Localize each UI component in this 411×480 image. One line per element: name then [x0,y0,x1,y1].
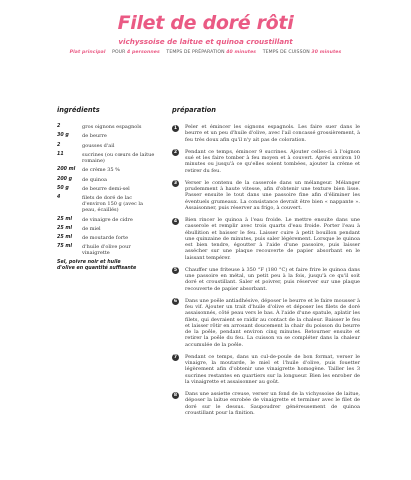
step-number-badge: 7 [173,355,178,361]
ingredient-text: sucrines (ou cœurs de laitue romaine) [82,151,155,164]
ingredient-quantity: 30 g [57,133,69,139]
ingredient-text: d'huile d'olive pour vinaigrette [82,244,131,257]
ingredient-text: de miel [82,225,101,232]
ingredient-quantity: 25 ml [57,235,72,241]
ingredient-text: de moutarde forte [82,235,129,242]
ingredient-row [57,133,157,139]
ingredient-text: de beurre demi-sel [82,185,130,192]
ingredient-text: de crème 35 % [82,167,120,174]
ingredient-text: de vinaigre de cidre [82,216,133,223]
ingredient-row [57,244,157,256]
prep-value: 40 minutes [226,50,257,55]
preparation-step [172,180,360,211]
ingredient-text: de beurre [82,133,107,140]
ingredient-row [57,217,157,223]
recipe-title: Filet de doré rôti [117,12,294,34]
step-text: Verser le contenu de la casserole dans un mélangeur. Mélanger prudemment à haute vitesse, afin d'obtenir une texture bien lisse. Passer ensuite le tout dans une passoire fine afin d'éliminer les éventuels grumeaux. La consistance devrait être bien « nappante ». Assaisonner, puis réserver au frigo, à couvert. [185,179,360,211]
step-text: Bien rincer le quinoa à l'eau froide. Le mettre ensuite dans une casserole et remplir avec trois quarts d'eau froide. Porter l'eau à ébullition et baisser le feu. Laisser cuire à petit bouillon pendant une quinzaine de minutes, puis saler légèrement. Lorsque le quinoa est bien tendre, égoutter à l'aide d'une passoire, puis laisser assécher sur une plaque recouverte de papier absorbant en le laissant tempérer. [185,217,360,261]
step-text: Pendant ce temps, dans un cul-de-poule de bon format, verser le vinaigre, la moutarde, le miel et l'huile d'olive, puis fouetter légèrement afin d'obtenir une vinaigrette homogène. Tailler les 3 sucrines restantes en quartiers sur la longueur. Bien les enrober de la vinaigrette et assaisonner au goût. [185,353,360,385]
cook-value: 30 minutes [311,50,342,55]
ingredient-row [57,235,157,241]
ingredient-text: gros oignons espagnols [82,124,142,130]
step-number-badge: 3 [173,181,178,187]
ingredient-quantity: 2 [57,142,61,148]
preparation-heading: préparation [172,106,216,114]
ingredients-heading: ingrédients [57,106,100,114]
ingredient-quantity: 25 ml [57,216,72,222]
ingredient-text: gousses d'ail [82,142,115,149]
cook-label: TEMPS DE CUISSON [262,50,310,55]
step-number-badge: 5 [173,268,178,274]
ingredient-quantity: 75 ml [57,244,72,250]
serves-label: POUR [112,50,126,55]
ingredient-row [57,152,157,164]
ingredient-quantity: 2 [57,124,61,129]
ingredient-row [57,167,157,173]
ingredient-quantity: 50 g [57,185,69,191]
preparation-step [172,391,360,416]
recipe-meta [0,50,411,55]
ingredient-row [57,195,157,213]
ingredient-quantity: 11 [57,151,64,157]
ingredient-row [57,186,157,192]
ingredients-note: Sel, poivre noir et huile d'olive en quantité suffisante [57,259,137,271]
ingredient-text: filets de doré de lac d'environ 150 g (avec la peau, écaillés) [82,195,143,214]
recipe-subtitle: vichyssoise de laitue et quinoa croustillant [118,37,293,46]
ingredient-quantity: 200 ml [57,167,76,173]
step-number-badge: 1 [173,125,178,131]
preparation-step [172,267,360,292]
step-number-badge: 4 [173,218,178,224]
ingredient-row [57,177,157,183]
step-text: Chauffer une friteuse à 350 °F (180 °C) et faire frire le quinoa dans une passoire en métal, un petit peu à la fois, jusqu'à ce qu'il soit doré et croustillant. Saler et poivrer, puis réserver sur une plaque recouverte de papier absorbant. [185,266,360,292]
category-label: Plat principal [69,50,106,55]
ingredient-quantity: 25 ml [57,225,72,231]
step-text: Dans une assiette creuse, verser un fond de la vichyssoise de laitue, déposer la laitue enrobée de vinaigrette et terminer avec le filet de doré sur le dessus. Saupoudrer généreusement de quinoa croustillant pour la finition. [185,391,360,416]
ingredients-list [57,124,157,272]
ingredient-row [57,124,157,130]
ingredient-row [57,143,157,149]
step-number-badge: 8 [173,392,178,398]
ingredient-text: de quinoa [82,176,107,183]
step-text: Pendant ce temps, émincer 9 sucrines. Ajouter celles-ci à l'oignon sué et les faire tomber à feu moyen et à couvert. Après environ 10 minutes ou jusqu'à ce qu'elles soient tombées, ajouter la crème et retirer du feu. [185,148,360,174]
preparation-step [172,354,360,385]
serves-value: 4 personnes [127,50,160,55]
step-text: Dans une poêle antiadhésive, déposer le beurre et le faire mousser à feu vif. Ajouter un trait d'huile d'olive et déposer les filets de doré assaisonnés, côté peau vers le bas. À l'aide d'une spatule, aplatir les filets, qui devraient se raidir au contact de la chaleur. Baisser le feu et laisser rôtir en arrosant doucement la chair du poisson du beurre de la poêle, pendant environ cinq minutes. Retourner ensuite et retirer la poêle du feu. La cuisson va se compléter dans la chaleur accumulée de la poêle. [185,297,360,348]
step-number-badge: 2 [173,150,178,156]
step-number-badge: 6 [173,299,178,305]
preparation-step [172,298,360,348]
preparation-steps [172,124,360,422]
ingredient-quantity: 200 g [57,176,73,182]
ingredient-row [57,226,157,232]
step-text: Peler et émincer les oignons espagnols. Les faire suer dans le beurre et un peu d'huile d'olive, avec l'ail concassé grossièrement, à feu très doux afin qu'il n'y ait pas de coloration. [185,124,360,143]
preparation-step [172,149,360,174]
prep-label: TEMPS DE PRÉPARATION [166,50,225,55]
ingredient-quantity: 4 [57,195,61,201]
preparation-step [172,217,360,261]
preparation-step [172,124,360,143]
